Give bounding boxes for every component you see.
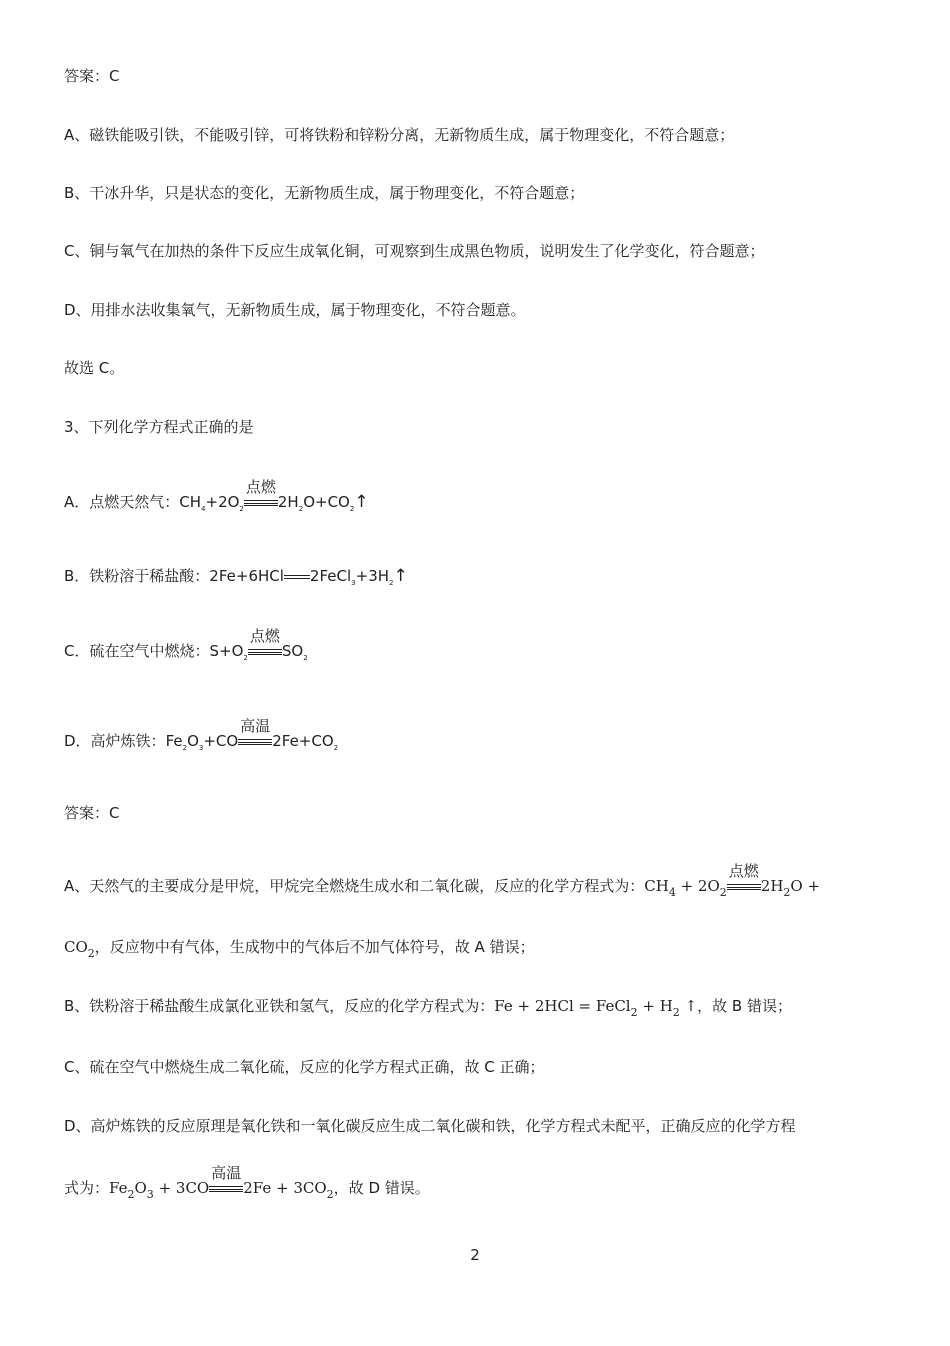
equation-iron-hcl: Fe + 2HCl = FeCl$_2$ + $H_2$ ↑ xyxy=(494,997,698,1019)
explanation-3c: C、硫在空气中燃烧生成二氧化硫，反应的化学方程式正确，故 C 正确； xyxy=(64,1058,545,1076)
equation-c: $S+O_2$ 点燃 $SO_2$ xyxy=(209,627,308,662)
condition-arrow: 高温 xyxy=(238,731,272,751)
page-number: 2 xyxy=(470,1246,480,1264)
explanation-b: B、干冰升华，只是状态的变化，无新物质生成，属于物理变化，不符合题意； xyxy=(64,184,585,202)
answer-1: 答案：C xyxy=(64,67,120,85)
explanation-d: D、用排水法收集氧气，无新物质生成，属于物理变化，不符合题意。 xyxy=(64,301,526,319)
equation-b: 2Fe+6HCl $2FeCl_3+3H_2↑$ xyxy=(209,566,408,587)
explanation-3a-line1: A、天然气的主要成分是甲烷，甲烷完全燃烧生成水和二氧化碳，反应的化学方程式为：$CH_4 + 2O_2$ 点燃 $2H_2O$ + xyxy=(64,862,821,899)
equation-a: $CH_4+2O_2$ 点燃 $2H_2O+CO_2↑$ xyxy=(179,478,369,513)
equation-methane: $CH_4 + 2O_2$ 点燃 $2H_2O$ + xyxy=(644,862,821,899)
condition-arrow: 高温 xyxy=(209,1178,243,1198)
condition-arrow: 点燃 xyxy=(248,641,282,661)
option-c: C．硫在空气中燃烧：$S+O_2$ 点燃 $SO_2$ xyxy=(64,627,308,662)
conclusion-1: 故选 C。 xyxy=(64,359,125,377)
explanation-3b: B、铁粉溶于稀盐酸生成氯化亚铁和氢气，反应的化学方程式为：Fe + 2HCl = FeCl$_2$ + $H_2$ ↑，故 B 错误； xyxy=(64,997,792,1019)
condition-arrow: 点燃 xyxy=(244,492,278,512)
equation-blast-furnace: $Fe_2O_3 + 3CO$ 高温 $2Fe + 3CO_2$ xyxy=(109,1164,334,1201)
explanation-3a-line2: $CO_2$，反应物中有气体，生成物中的气体后不加气体符号，故 A 错误； xyxy=(64,938,535,960)
option-b: B．铁粉溶于稀盐酸：2Fe+6HCl $2FeCl_3+3H_2↑$ xyxy=(64,566,408,587)
option-a: A．点燃天然气：$CH_4+2O_2$ 点燃 $2H_2O+CO_2↑$ xyxy=(64,478,369,513)
question-3-stem: 3、下列化学方程式正确的是 xyxy=(64,418,254,436)
explanation-3d-line2: 式为：$Fe_2O_3 + 3CO$ 高温 $2Fe + 3CO_2$，故 D 错误。 xyxy=(64,1164,430,1201)
answer-3: 答案：C xyxy=(64,804,120,822)
explanation-c: C、铜与氧气在加热的条件下反应生成氧化铜，可观察到生成黑色物质，说明发生了化学变化，符合题意； xyxy=(64,242,765,260)
condition-arrow: 点燃 xyxy=(727,876,761,896)
explanation-3d-line1: D、高炉炼铁的反应原理是氧化铁和一氧化碳反应生成二氧化碳和铁，化学方程式未配平，正确反应的化学方程 xyxy=(64,1117,796,1135)
equation-d: $Fe_2O_3+CO$ 高温 $2Fe+CO_2$ xyxy=(165,717,339,752)
explanation-a: A、磁铁能吸引铁，不能吸引锌，可将铁粉和锌粉分离，无新物质生成，属于物理变化，不符合题意； xyxy=(64,126,735,144)
option-d: D．高炉炼铁：$Fe_2O_3+CO$ 高温 $2Fe+CO_2$ xyxy=(64,717,339,752)
